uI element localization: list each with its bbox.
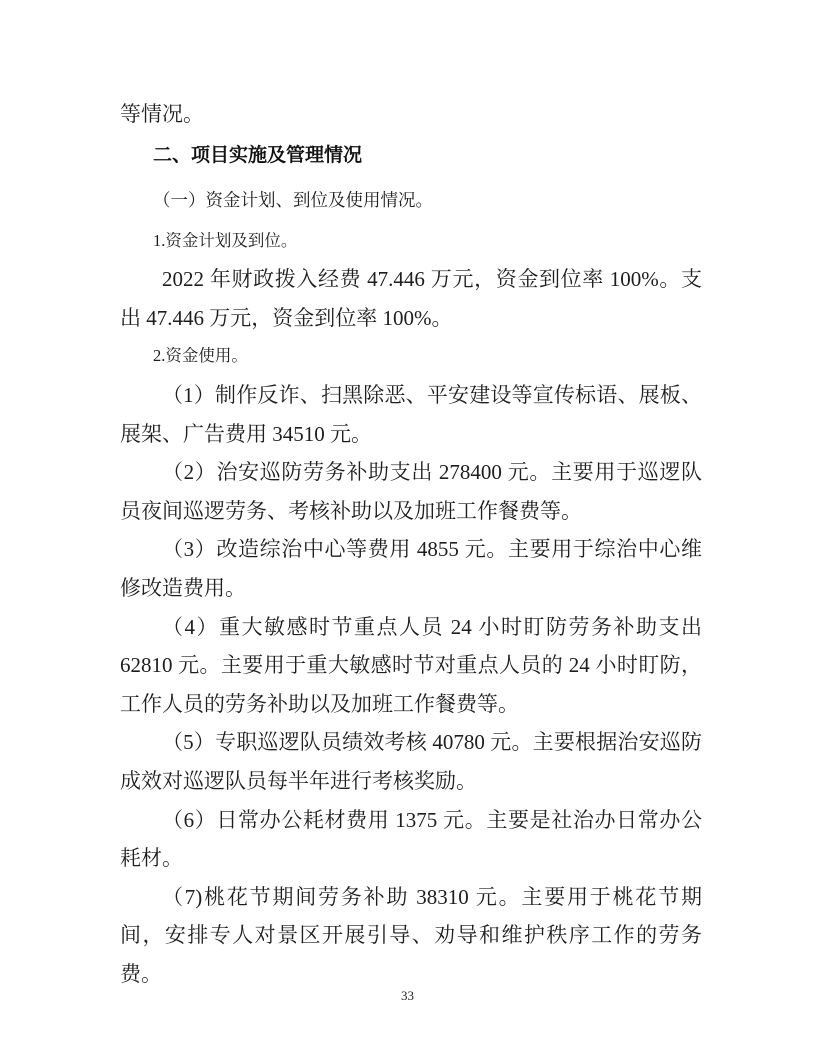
page-number: 33 bbox=[401, 988, 414, 1003]
usage-item-1: （1）制作反诈、扫黑除恶、平安建设等宣传标语、展板、展架、广告费用 34510 元。 bbox=[120, 382, 702, 446]
usage-item-6: （6）日常办公耗材费用 1375 元。主要是社治办日常办公耗材。 bbox=[120, 807, 702, 871]
item-heading-funds-planned: 1.资金计划及到位。 bbox=[153, 230, 298, 250]
page-content bbox=[120, 95, 702, 993]
usage-item-5: （5）专职巡逻队员绩效考核 40780 元。主要根据治安巡防成效对巡逻队员每半年进行考核奖励。 bbox=[120, 730, 702, 793]
funding-paragraph: 2022 年财政拨入经费 47.446 万元，资金到位率 100%。支出 47.446 万元，资金到位率 100%。 bbox=[120, 267, 702, 330]
item-heading-funds-usage: 2.资金使用。 bbox=[153, 346, 248, 366]
section-heading: 二、项目实施及管理情况 bbox=[153, 144, 363, 166]
subsection-heading: （一）资金计划、到位及使用情况。 bbox=[153, 189, 433, 210]
continuation-text: 等情况。 bbox=[120, 102, 204, 126]
usage-item-7: （7)桃花节期间劳务补助 38310 元。主要用于桃花节期间，安排专人对景区开展引导、劝导和维护秩序工作的劳务费。 bbox=[120, 884, 702, 986]
usage-item-4: （4）重大敏感时节重点人员 24 小时盯防劳务补助支出 62810 元。主要用于重大敏感时节对重点人员的 24 小时盯防，工作人员的劳务补助以及加班工作餐费等。 bbox=[120, 614, 702, 716]
usage-item-2: （2）治安巡防劳务补助支出 278400 元。主要用于巡逻队员夜间巡逻劳务、考核补助以及加班工作餐费等。 bbox=[120, 460, 702, 523]
usage-item-3: （3）改造综治中心等费用 4855 元。主要用于综治中心维修改造费用。 bbox=[120, 537, 702, 600]
